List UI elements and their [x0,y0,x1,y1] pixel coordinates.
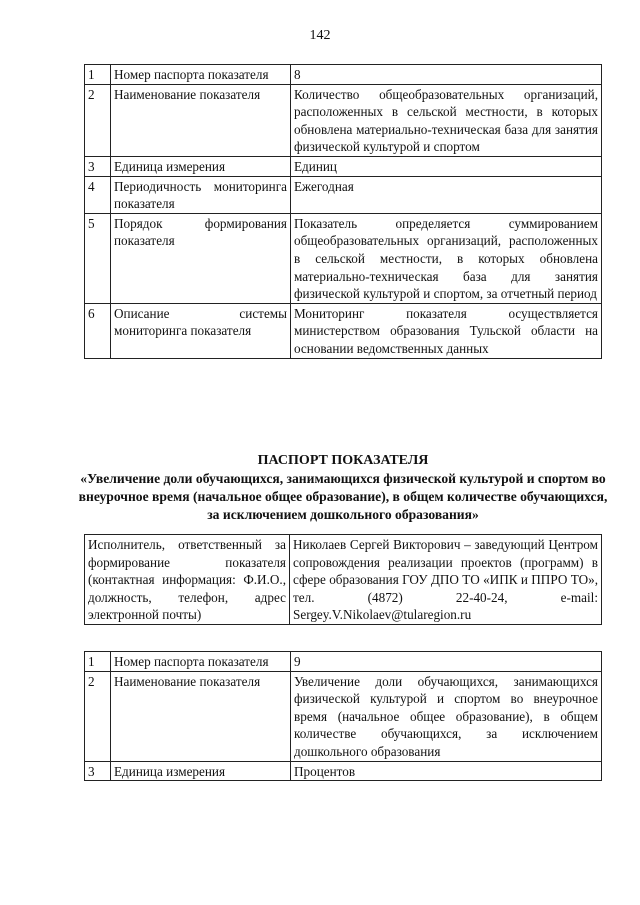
row-value: Процентов [291,761,602,781]
row-value: 9 [291,652,602,672]
responsible-contact-table [84,534,602,625]
row-label: Номер паспорта показателя [111,65,291,85]
contact-value: Николаев Сергей Викторович – заведующий Центром сопровождения реализации проектов (программ) в сфере образования ГОУ ДПО ТО «ИПК и ППРО ТО», тел. (4872) 22-40-24, e-mail: Sergey.V.Nikolaev@tularegion.ru [290,535,602,625]
table-row [85,652,602,672]
table-row [85,213,602,303]
table-row [85,84,602,156]
page-number: 142 [309,28,331,43]
row-value: Ежегодная [291,176,602,213]
row-label: Номер паспорта показателя [111,652,291,672]
row-label: Описание системы мониторинга показателя [111,303,291,358]
table-row [85,156,602,176]
row-number: 6 [85,303,111,358]
table-row [85,176,602,213]
indicator-passport-table-8 [84,64,602,359]
contact-label: Исполнитель, ответственный за формирование показателя (контактная информация: Ф.И.О., должность, телефон, адрес электронной почты) [85,535,290,625]
passport-heading: ПАСПОРТ ПОКАЗАТЕЛЯ [257,453,429,468]
row-label: Периодичность мониторинга показателя [111,176,291,213]
row-number: 5 [85,213,111,303]
table-row [85,65,602,85]
row-label: Единица измерения [111,156,291,176]
row-label: Наименование показателя [111,671,291,761]
table-row [85,303,602,358]
row-label: Наименование показателя [111,84,291,156]
row-number: 3 [85,761,111,781]
table-row [85,535,602,625]
row-value: Единиц [291,156,602,176]
indicator-passport-table-9 [84,651,602,781]
row-number: 2 [85,671,111,761]
row-value: Показатель определяется суммированием общеобразовательных организаций, расположенных в сельской местности, в которых обновлена материально-техническая база для занятия физической культурой и спортом, за отчетный период [291,213,602,303]
passport-title: «Увеличение доли обучающихся, занимающихся физической культурой и спортом во внеурочное время (начальное общее образование), в общем количестве обучающихся, за исключением дошкольного образования» [78,471,608,522]
row-value: Увеличение доли обучающихся, занимающихся физической культурой и спортом во внеурочное время (начальное общее образование), в общем количестве обучающихся, за исключением дошкольного образования [291,671,602,761]
row-number: 1 [85,65,111,85]
row-label: Порядок формирования показателя [111,213,291,303]
row-number: 3 [85,156,111,176]
row-label: Единица измерения [111,761,291,781]
row-value: 8 [291,65,602,85]
row-value: Количество общеобразовательных организаций, расположенных в сельской местности, в которых обновлена материально-техническая база для занятия физической культурой и спортом [291,84,602,156]
row-number: 4 [85,176,111,213]
row-number: 1 [85,652,111,672]
table-row [85,761,602,781]
row-number: 2 [85,84,111,156]
row-value: Мониторинг показателя осуществляется министерством образования Тульской области на основании ведомственных данных [291,303,602,358]
table-row [85,671,602,761]
